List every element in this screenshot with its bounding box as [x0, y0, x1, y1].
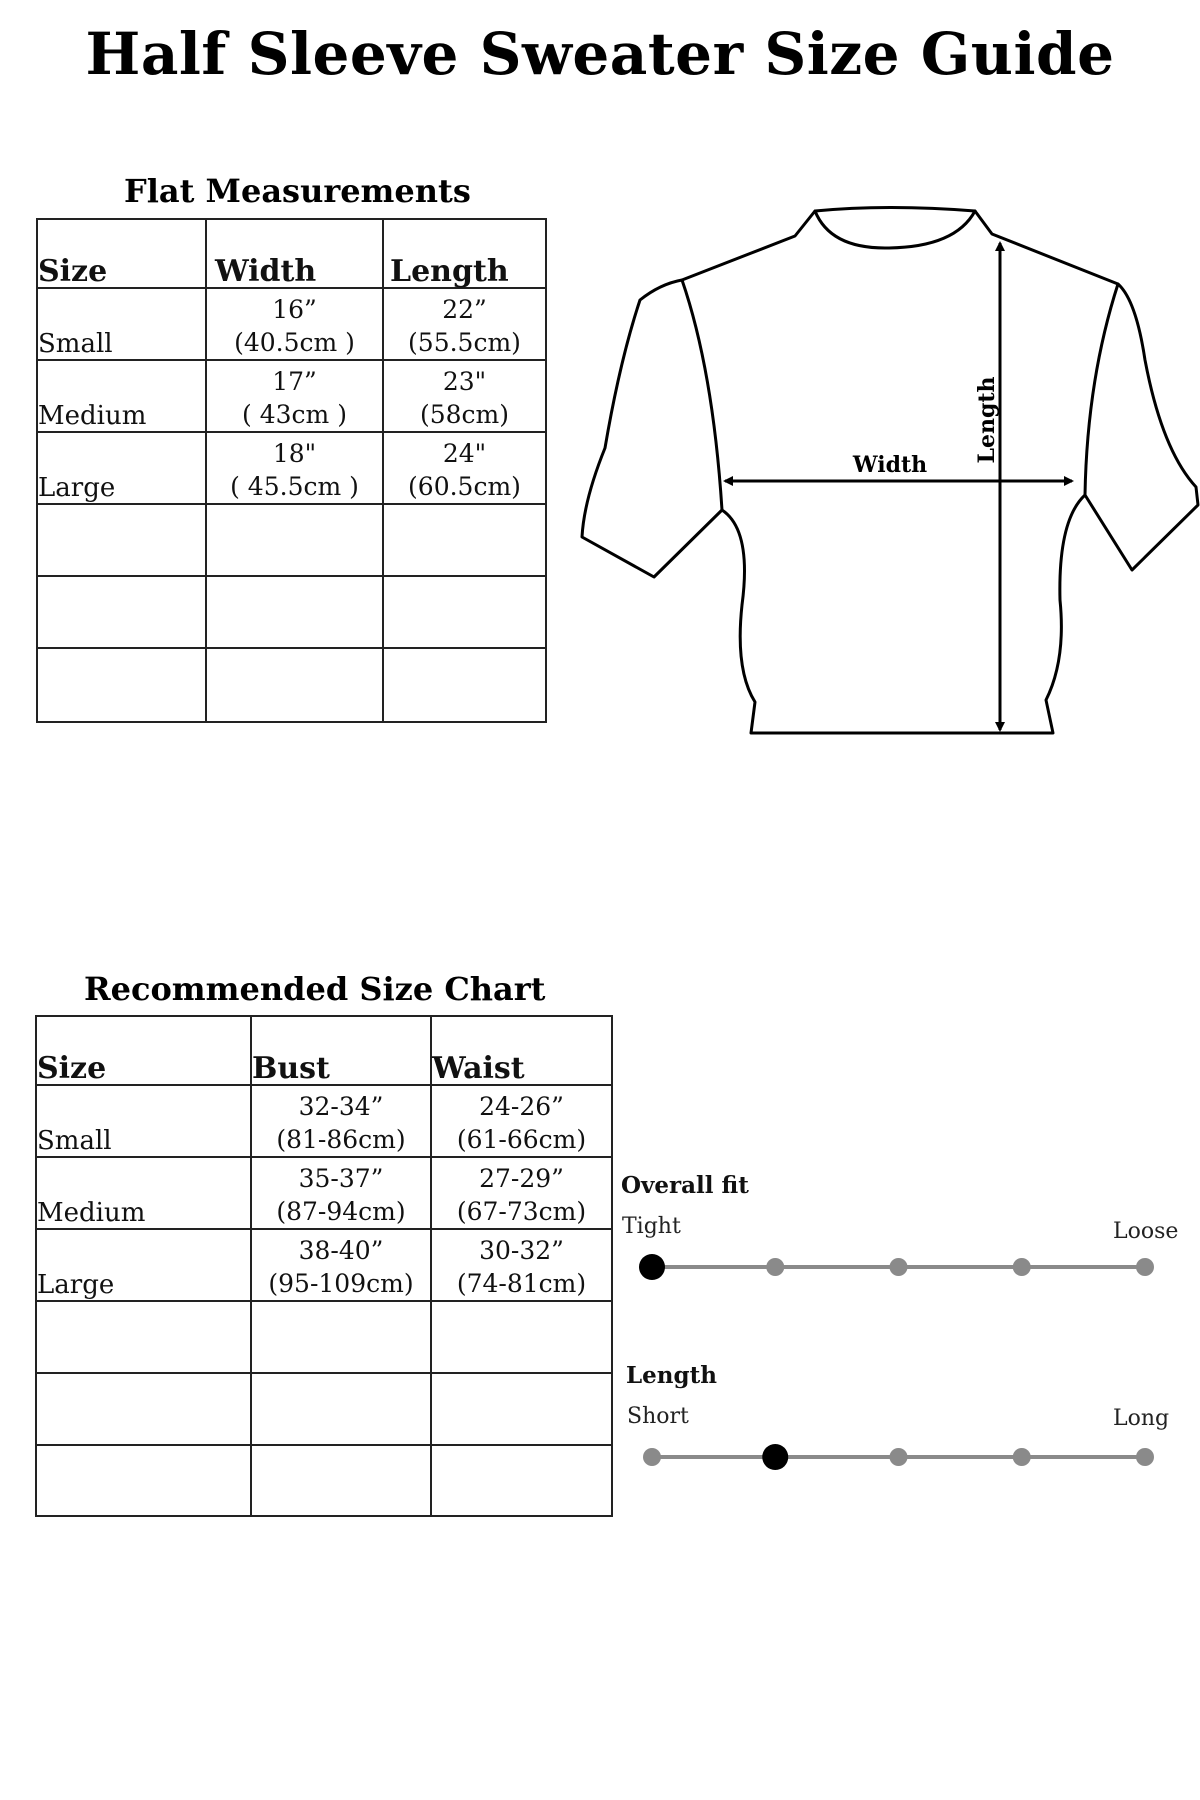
bust-value: 38-40” (95-109cm) [251, 1229, 431, 1301]
left-sleeve-seam [682, 280, 722, 510]
length-scale-title: Length [626, 1362, 717, 1389]
length-scale [630, 1435, 1160, 1479]
scale-selected-dot [762, 1444, 788, 1470]
table-row-empty [36, 1301, 612, 1373]
header-size: Size [36, 1016, 251, 1085]
table-row [37, 288, 546, 360]
size-label: Small [37, 288, 206, 360]
scale-dot [890, 1448, 908, 1466]
scale-dot [643, 1448, 661, 1466]
table-header-row [37, 219, 546, 288]
table-row [37, 432, 546, 504]
size-label: Small [36, 1085, 251, 1157]
table-row [36, 1085, 612, 1157]
width-label: Width [852, 452, 928, 478]
table-header-row [36, 1016, 612, 1085]
fit-left-label: Tight [622, 1214, 681, 1239]
table-row-empty [36, 1373, 612, 1445]
header-waist: Waist [431, 1016, 612, 1085]
size-label: Large [37, 432, 206, 504]
table-row-empty [36, 1445, 612, 1516]
table-row-empty [37, 504, 546, 576]
size-label: Medium [37, 360, 206, 432]
overall-fit-title: Overall fit [621, 1172, 749, 1199]
scale-dot [1136, 1258, 1154, 1276]
length-left-label: Short [627, 1404, 689, 1429]
table-row [37, 360, 546, 432]
header-size: Size [37, 219, 206, 288]
size-label: Large [36, 1229, 251, 1301]
header-width: Width [206, 219, 383, 288]
header-length: Length [383, 219, 546, 288]
recommended-size-chart-title: Recommended Size Chart [84, 970, 546, 1008]
width-value: 16” (40.5cm ) [206, 288, 383, 360]
length-value: 23" (58cm) [383, 360, 546, 432]
scale-dot [1013, 1448, 1031, 1466]
length-label: Length [974, 376, 1000, 464]
table-row [36, 1157, 612, 1229]
flat-measurements-table [36, 218, 547, 723]
scale-dot [1136, 1448, 1154, 1466]
recommended-size-table [35, 1015, 613, 1517]
collar-outline [815, 211, 975, 248]
sweater-diagram [575, 200, 1200, 740]
table-row-empty [37, 576, 546, 648]
right-sleeve-seam [1085, 284, 1118, 495]
table-row-empty [37, 648, 546, 722]
width-value: 17” ( 43cm ) [206, 360, 383, 432]
fit-right-label: Loose [1113, 1219, 1179, 1244]
size-label: Medium [36, 1157, 251, 1229]
overall-fit-scale [630, 1245, 1160, 1289]
length-value: 22” (55.5cm) [383, 288, 546, 360]
scale-selected-dot [639, 1254, 665, 1280]
waist-value: 27-29” (67-73cm) [431, 1157, 612, 1229]
scale-dot [766, 1258, 784, 1276]
table-row [36, 1229, 612, 1301]
waist-value: 30-32” (74-81cm) [431, 1229, 612, 1301]
waist-value: 24-26” (61-66cm) [431, 1085, 612, 1157]
page-title: Half Sleeve Sweater Size Guide [85, 20, 1115, 88]
bust-value: 35-37” (87-94cm) [251, 1157, 431, 1229]
scale-dot [890, 1258, 908, 1276]
flat-measurements-title: Flat Measurements [124, 172, 471, 210]
scale-dot [1013, 1258, 1031, 1276]
bust-value: 32-34” (81-86cm) [251, 1085, 431, 1157]
length-right-label: Long [1113, 1406, 1170, 1431]
header-bust: Bust [251, 1016, 431, 1085]
width-value: 18" ( 45.5cm ) [206, 432, 383, 504]
length-value: 24" (60.5cm) [383, 432, 546, 504]
